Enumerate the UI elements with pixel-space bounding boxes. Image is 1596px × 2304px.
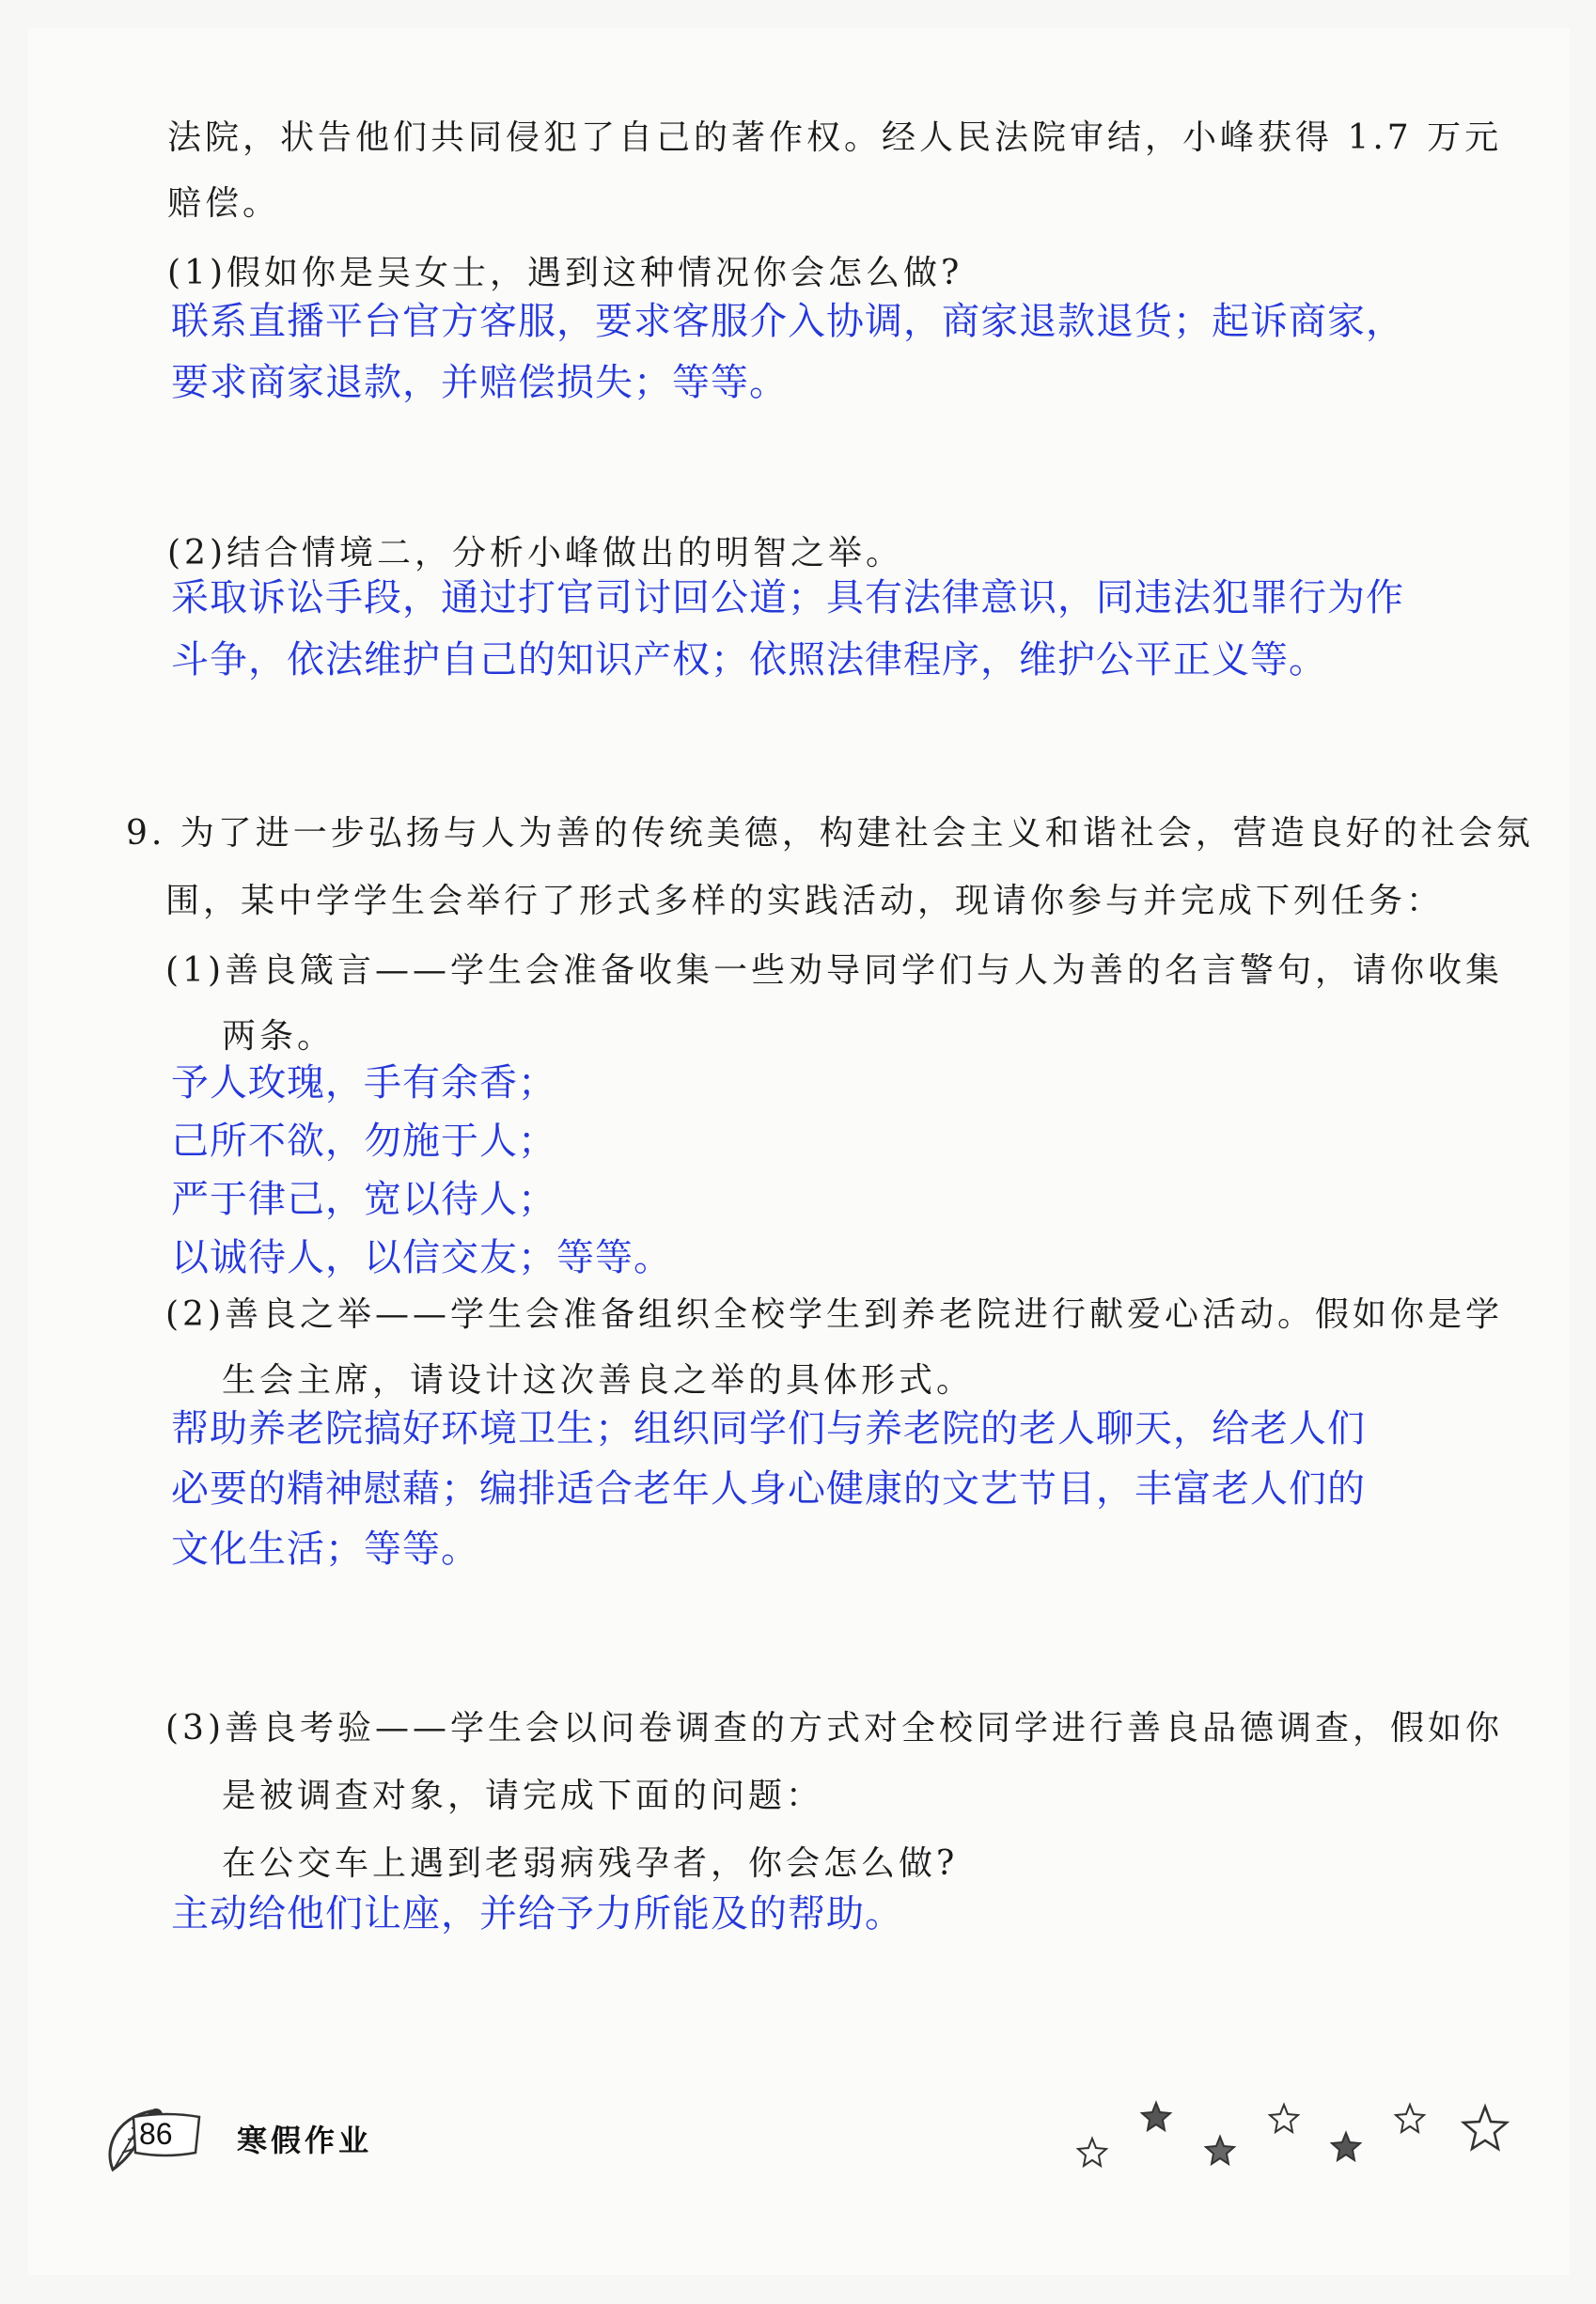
- answer-line: 斗争，依法维护自己的知识产权；依照法律程序，维护公平正义等。: [171, 638, 1327, 682]
- star-icon: [1396, 2105, 1424, 2132]
- sub-question-2: (2)结合情境二，分析小峰做出的明智之举。: [167, 534, 903, 572]
- question-9-3-line: (3)善良考验——学生会以问卷调查的方式对全校同学进行善良品德调查，假如你: [165, 1709, 1503, 1748]
- question-text-line: 法院，状告他们共同侵犯了自己的著作权。经人民法院审结，小峰获得 1.7 万元: [167, 118, 1503, 157]
- star-icon: [1206, 2137, 1234, 2164]
- star-icon: [1463, 2107, 1507, 2149]
- question-9-line: 9. 为了进一步弘扬与人为善的传统美德，构建社会主义和谐社会，营造良好的社会氛: [126, 814, 1534, 853]
- question-9-2-line: 生会主席，请设计这次善良之举的具体形式。: [222, 1361, 975, 1400]
- answer-line: 采取诉讼手段，通过打官司讨回公道；具有法律意识，同违法犯罪行为作: [171, 576, 1404, 619]
- question-9-1-line: (1)善良箴言——学生会准备收集一些劝导同学们与人为善的名言警句，请你收集: [165, 951, 1503, 990]
- answer-line: 己所不欲，勿施于人；: [171, 1120, 556, 1163]
- answer-line: 以诚待人，以信交友；等等。: [171, 1236, 672, 1279]
- answer-line: 必要的精神慰藉；编排适合老年人身心健康的文艺节目，丰富老人们的: [171, 1467, 1366, 1511]
- answer-line: 要求商家退款，并赔偿损失；等等。: [171, 361, 788, 404]
- answer-line: 联系直播平台官方客服，要求客服介入协调，商家退款退货；起诉商家，: [171, 300, 1404, 343]
- star-icon: [1142, 2103, 1170, 2130]
- star-row: [1072, 2092, 1523, 2176]
- question-9-1-line: 两条。: [222, 1017, 336, 1056]
- answer-line: 严于律己，宽以待人；: [171, 1178, 556, 1221]
- answer-line: 予人玫瑰，手有余香；: [171, 1061, 556, 1105]
- question-text-line: 赔偿。: [167, 184, 281, 223]
- question-9-3-line: 是被调查对象，请完成下面的问题：: [222, 1777, 824, 1815]
- page-number: 86: [139, 2117, 173, 2151]
- answer-line: 主动给他们让座，并给予力所能及的帮助。: [171, 1892, 903, 1936]
- book-title: 寒假作业: [237, 2123, 373, 2158]
- sub-question-1: (1)假如你是吴女士，遇到这种情况你会怎么做?: [167, 254, 963, 292]
- star-icon: [1078, 2139, 1106, 2166]
- star-icon: [1332, 2133, 1360, 2160]
- question-9-3-line: 在公交车上遇到老弱病残孕者，你会怎么做?: [222, 1844, 959, 1883]
- answer-line: 文化生活；等等。: [171, 1528, 479, 1571]
- question-9-2-line: (2)善良之举——学生会准备组织全校学生到养老院进行献爱心活动。假如你是学: [165, 1295, 1503, 1334]
- answer-line: 帮助养老院搞好环境卫生；组织同学们与养老院的老人聊天，给老人们: [171, 1407, 1366, 1450]
- star-icon: [1270, 2105, 1298, 2132]
- question-9-line: 围，某中学学生会举行了形式多样的实践活动，现请你参与并完成下列任务：: [165, 882, 1445, 920]
